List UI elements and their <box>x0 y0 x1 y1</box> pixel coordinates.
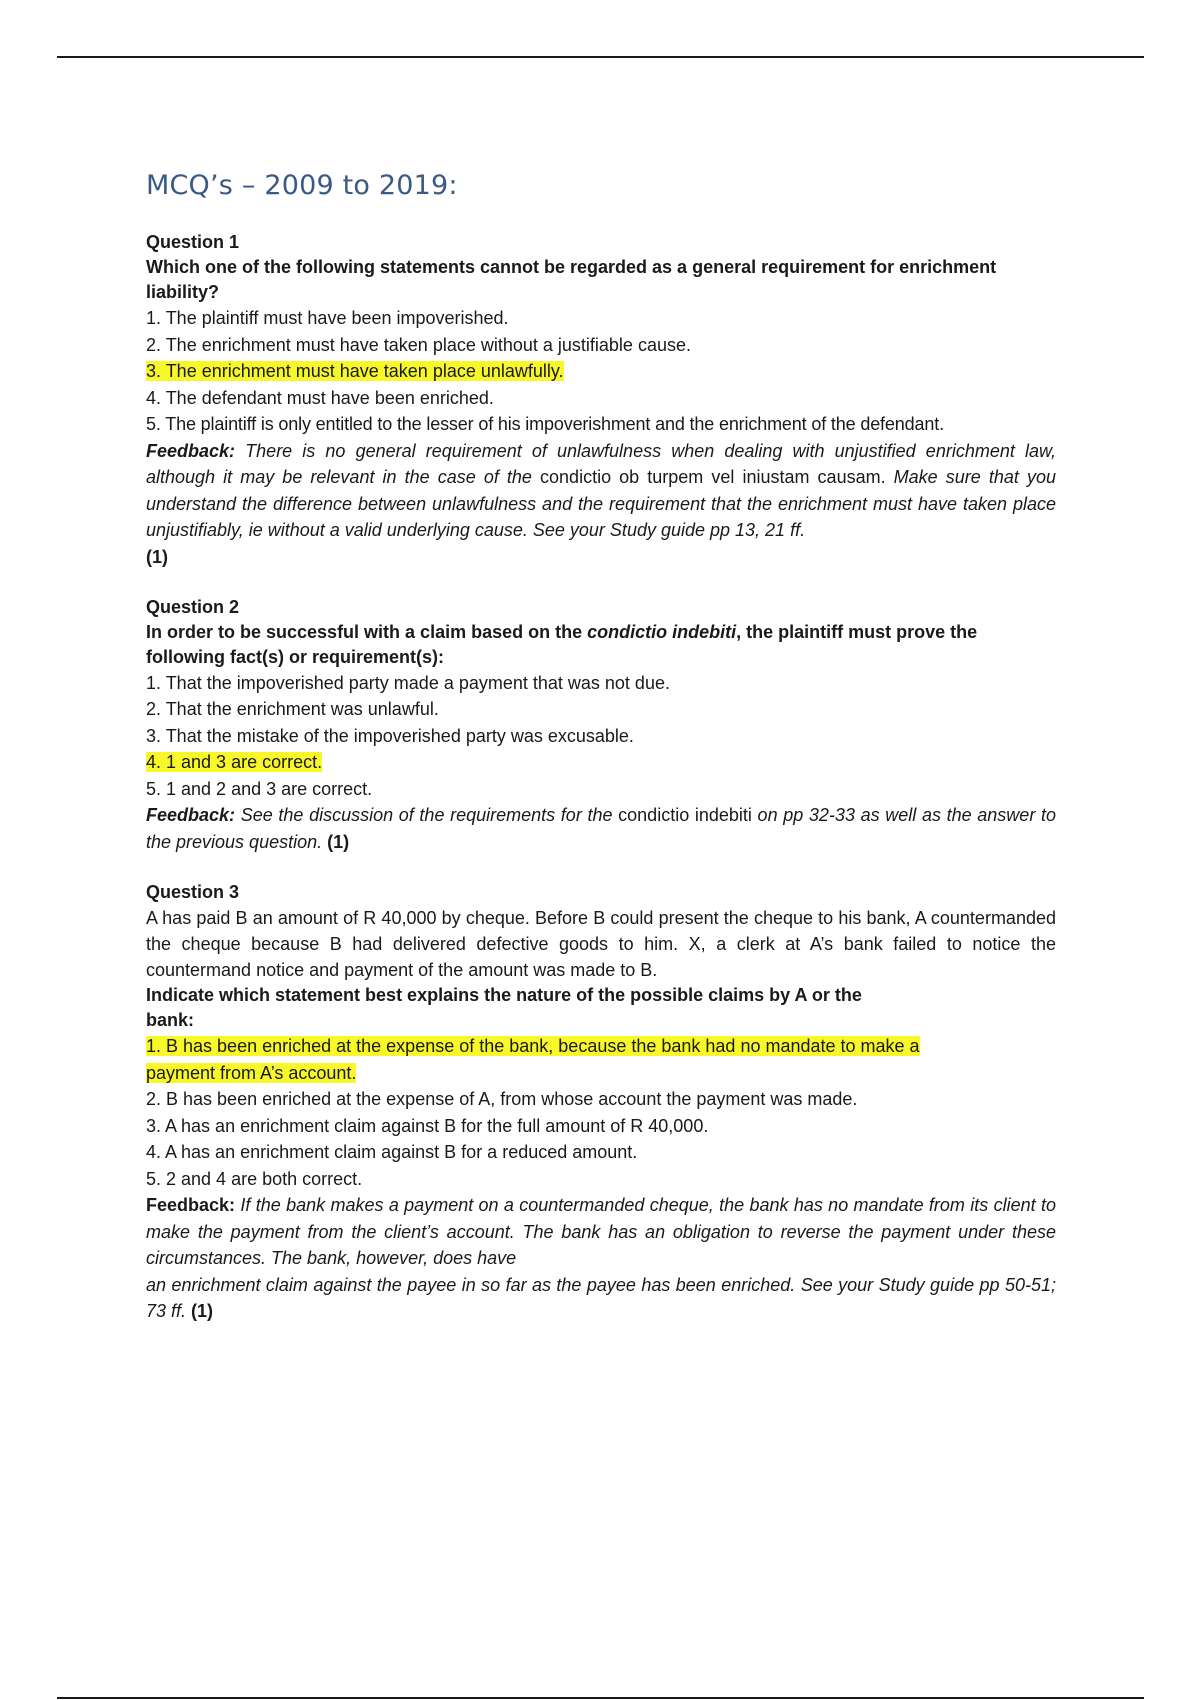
question-scenario: A has paid B an amount of R 40,000 by cheque. Before B could present the cheque to his bank, A countermanded the cheque because B had delivered defective goods to him. X, a clerk at A’s bank failed to notice the countermand notice and payment of the amount was made to B. <box>146 908 1056 980</box>
feedback-part-1: Feedback: If the bank makes a payment on a countermanded cheque, the bank has no mandate from its client to make the payment from the client’s account. The bank has an obligation to reverse the payment under these circumstances. The bank, however, does have <box>146 1195 1056 1268</box>
mark: (1) <box>327 831 350 852</box>
option-1-correct: 1. B has been enriched at the expense of the bank, because the bank had no mandate to make a payment from A’s account. <box>146 1036 920 1083</box>
feedback-part-2: an enrichment claim against the payee in so far as the payee has been enriched. See your Study guide pp 50-51; 73 ff. (1) <box>146 1274 1056 1321</box>
option-3: 3. A has an enrichment claim against B for the full amount of R 40,000. <box>146 1115 709 1136</box>
question-stem: Indicate which statement best explains the nature of the possible claims by A or the bank: <box>146 985 862 1030</box>
question-stem: In order to be successful with a claim based on the condictio indebiti, the plaintiff must prove the following fact(s) or requirement(s): <box>146 621 978 667</box>
document-body <box>146 170 1056 1349</box>
mark: (1) <box>146 546 168 567</box>
option-5: 5. 2 and 4 are both correct. <box>146 1168 363 1189</box>
option-3: 3. That the mistake of the impoverished party was excusable. <box>146 725 634 746</box>
mark: (1) <box>191 1301 214 1321</box>
option-3-correct: 3. The enrichment must have taken place unlawfully. <box>146 361 564 381</box>
option-5: 5. 1 and 2 and 3 are correct. <box>146 778 373 799</box>
top-rule <box>57 56 1144 58</box>
option-4-correct: 4. 1 and 3 are correct. <box>146 752 323 772</box>
question-2 <box>146 594 1056 856</box>
feedback: Feedback: There is no general requirement of unlawfulness when dealing with unjustified enrichment law, although it may be relevant in the case of the condictio ob turpem vel iniustam causam. Make sure that you understand the difference between unlawfulness and the requirement that the enrichment must have taken place unjustifiably, ie without a valid underlying cause. See your Study guide pp 13, 21 ff. <box>146 440 1056 540</box>
bottom-rule <box>57 1697 1144 1699</box>
feedback: Feedback: See the discussion of the requirements for the condictio indebiti on pp 32-33 as well as the answer to the previous question. (1) <box>146 805 1056 852</box>
option-2: 2. That the enrichment was unlawful. <box>146 699 439 719</box>
question-3 <box>146 879 1056 1325</box>
page-title: MCQ’s – 2009 to 2019: <box>146 170 458 201</box>
question-stem: Which one of the following statements cannot be regarded as a general requirement for enrichment liability? <box>146 257 997 302</box>
question-heading: Question 3 <box>146 882 240 902</box>
option-1: 1. The plaintiff must have been impoverished. <box>146 308 509 328</box>
option-5: 5. The plaintiff is only entitled to the lesser of his impoverishment and the enrichment of the defendant. <box>146 414 944 434</box>
question-heading: Question 1 <box>146 232 240 252</box>
option-4: 4. The defendant must have been enriched. <box>146 387 494 408</box>
option-4: 4. A has an enrichment claim against B for a reduced amount. <box>146 1142 638 1162</box>
option-2: 2. The enrichment must have taken place without a justifiable cause. <box>146 334 691 355</box>
option-2: 2. B has been enriched at the expense of A, from whose account the payment was made. <box>146 1089 858 1109</box>
question-1 <box>146 229 1056 570</box>
question-heading: Question 2 <box>146 596 240 617</box>
option-1: 1. That the impoverished party made a payment that was not due. <box>146 672 670 693</box>
